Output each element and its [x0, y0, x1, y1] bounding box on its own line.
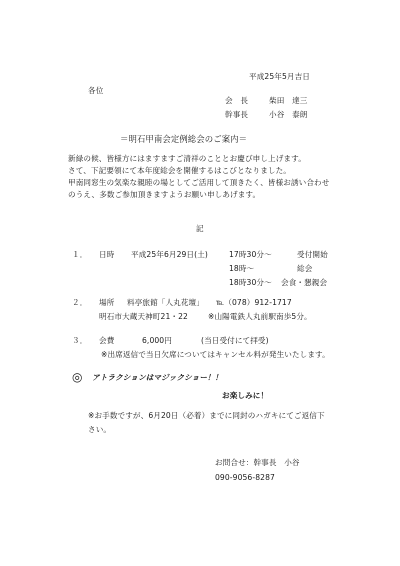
- sender-name-secretary: 小谷 泰朗: [269, 110, 308, 119]
- document-title: ＝明石甲南会定例総会のご案内＝: [120, 134, 248, 144]
- addressee: 各位: [88, 86, 104, 95]
- venue-address: 明石市大蔵天神町21・22: [99, 312, 188, 321]
- cancellation-note: ※出席返信で当日欠席についてはキャンセル料が発生いたします。: [101, 350, 330, 359]
- item3-label: 会費: [99, 336, 115, 345]
- venue-tel: ℡（078）912-1717: [216, 298, 292, 307]
- fee-note: (当日受付にて拝受): [201, 336, 269, 345]
- reply-line-1: ※お手数ですが、6月20日（必着）までに同封のハガキにてご返信下: [88, 411, 325, 420]
- greeting-line-3: 甲南同窓生の気楽な親睦の場としてご活用して頂きたく、皆様お誘い合わせ: [68, 178, 330, 187]
- reply-line-2: さい。: [88, 425, 112, 434]
- attraction-text: アトラクションはマジックショー！！: [92, 373, 223, 382]
- contact-phone: 090-9056-8287: [215, 473, 275, 482]
- greeting-line-2: さて、下記要領にて本年度総会を開催するはこびとなりました。: [68, 166, 291, 175]
- item3-number: ３．: [72, 336, 88, 345]
- ki-heading: 記: [196, 224, 204, 233]
- issue-date: 平成25年5月吉日: [249, 72, 310, 81]
- event-2: 総会: [297, 264, 313, 273]
- event-3: 会食・懇親会: [281, 278, 328, 287]
- time-1: 17時30分～: [229, 250, 272, 259]
- fee-amount: 6,000円: [142, 336, 172, 345]
- venue-access: ※山陽電鉄人丸前駅南歩5分。: [208, 312, 312, 321]
- item2-number: ２．: [72, 298, 88, 307]
- time-3: 18時30分～: [229, 278, 272, 287]
- sender-title-president: 会 長: [225, 96, 249, 105]
- attraction-sub: お楽しみに！: [222, 391, 269, 400]
- greeting-line-4: のうえ、多数ご参加頂きますようお願い申しあげます。: [68, 190, 261, 199]
- sender-name-president: 柴田 達三: [269, 96, 308, 105]
- time-2: 18時～: [229, 264, 255, 273]
- meeting-date: 平成25年6月29日(土): [131, 250, 208, 259]
- event-1: 受付開始: [297, 250, 328, 259]
- greeting-line-1: 新緑の候、皆様方にはますますご清祥のこととお慶び申し上げます。: [68, 154, 306, 163]
- item1-number: １．: [72, 250, 88, 259]
- item1-label: 日時: [99, 250, 115, 259]
- venue-name: 料亭旅館「人丸花壇」: [127, 298, 204, 307]
- contact-label: お問合せ：幹事長 小谷: [215, 458, 300, 467]
- item2-label: 場所: [99, 298, 115, 307]
- sender-title-secretary: 幹事長: [225, 110, 249, 119]
- double-circle-mark: ◎: [72, 370, 83, 384]
